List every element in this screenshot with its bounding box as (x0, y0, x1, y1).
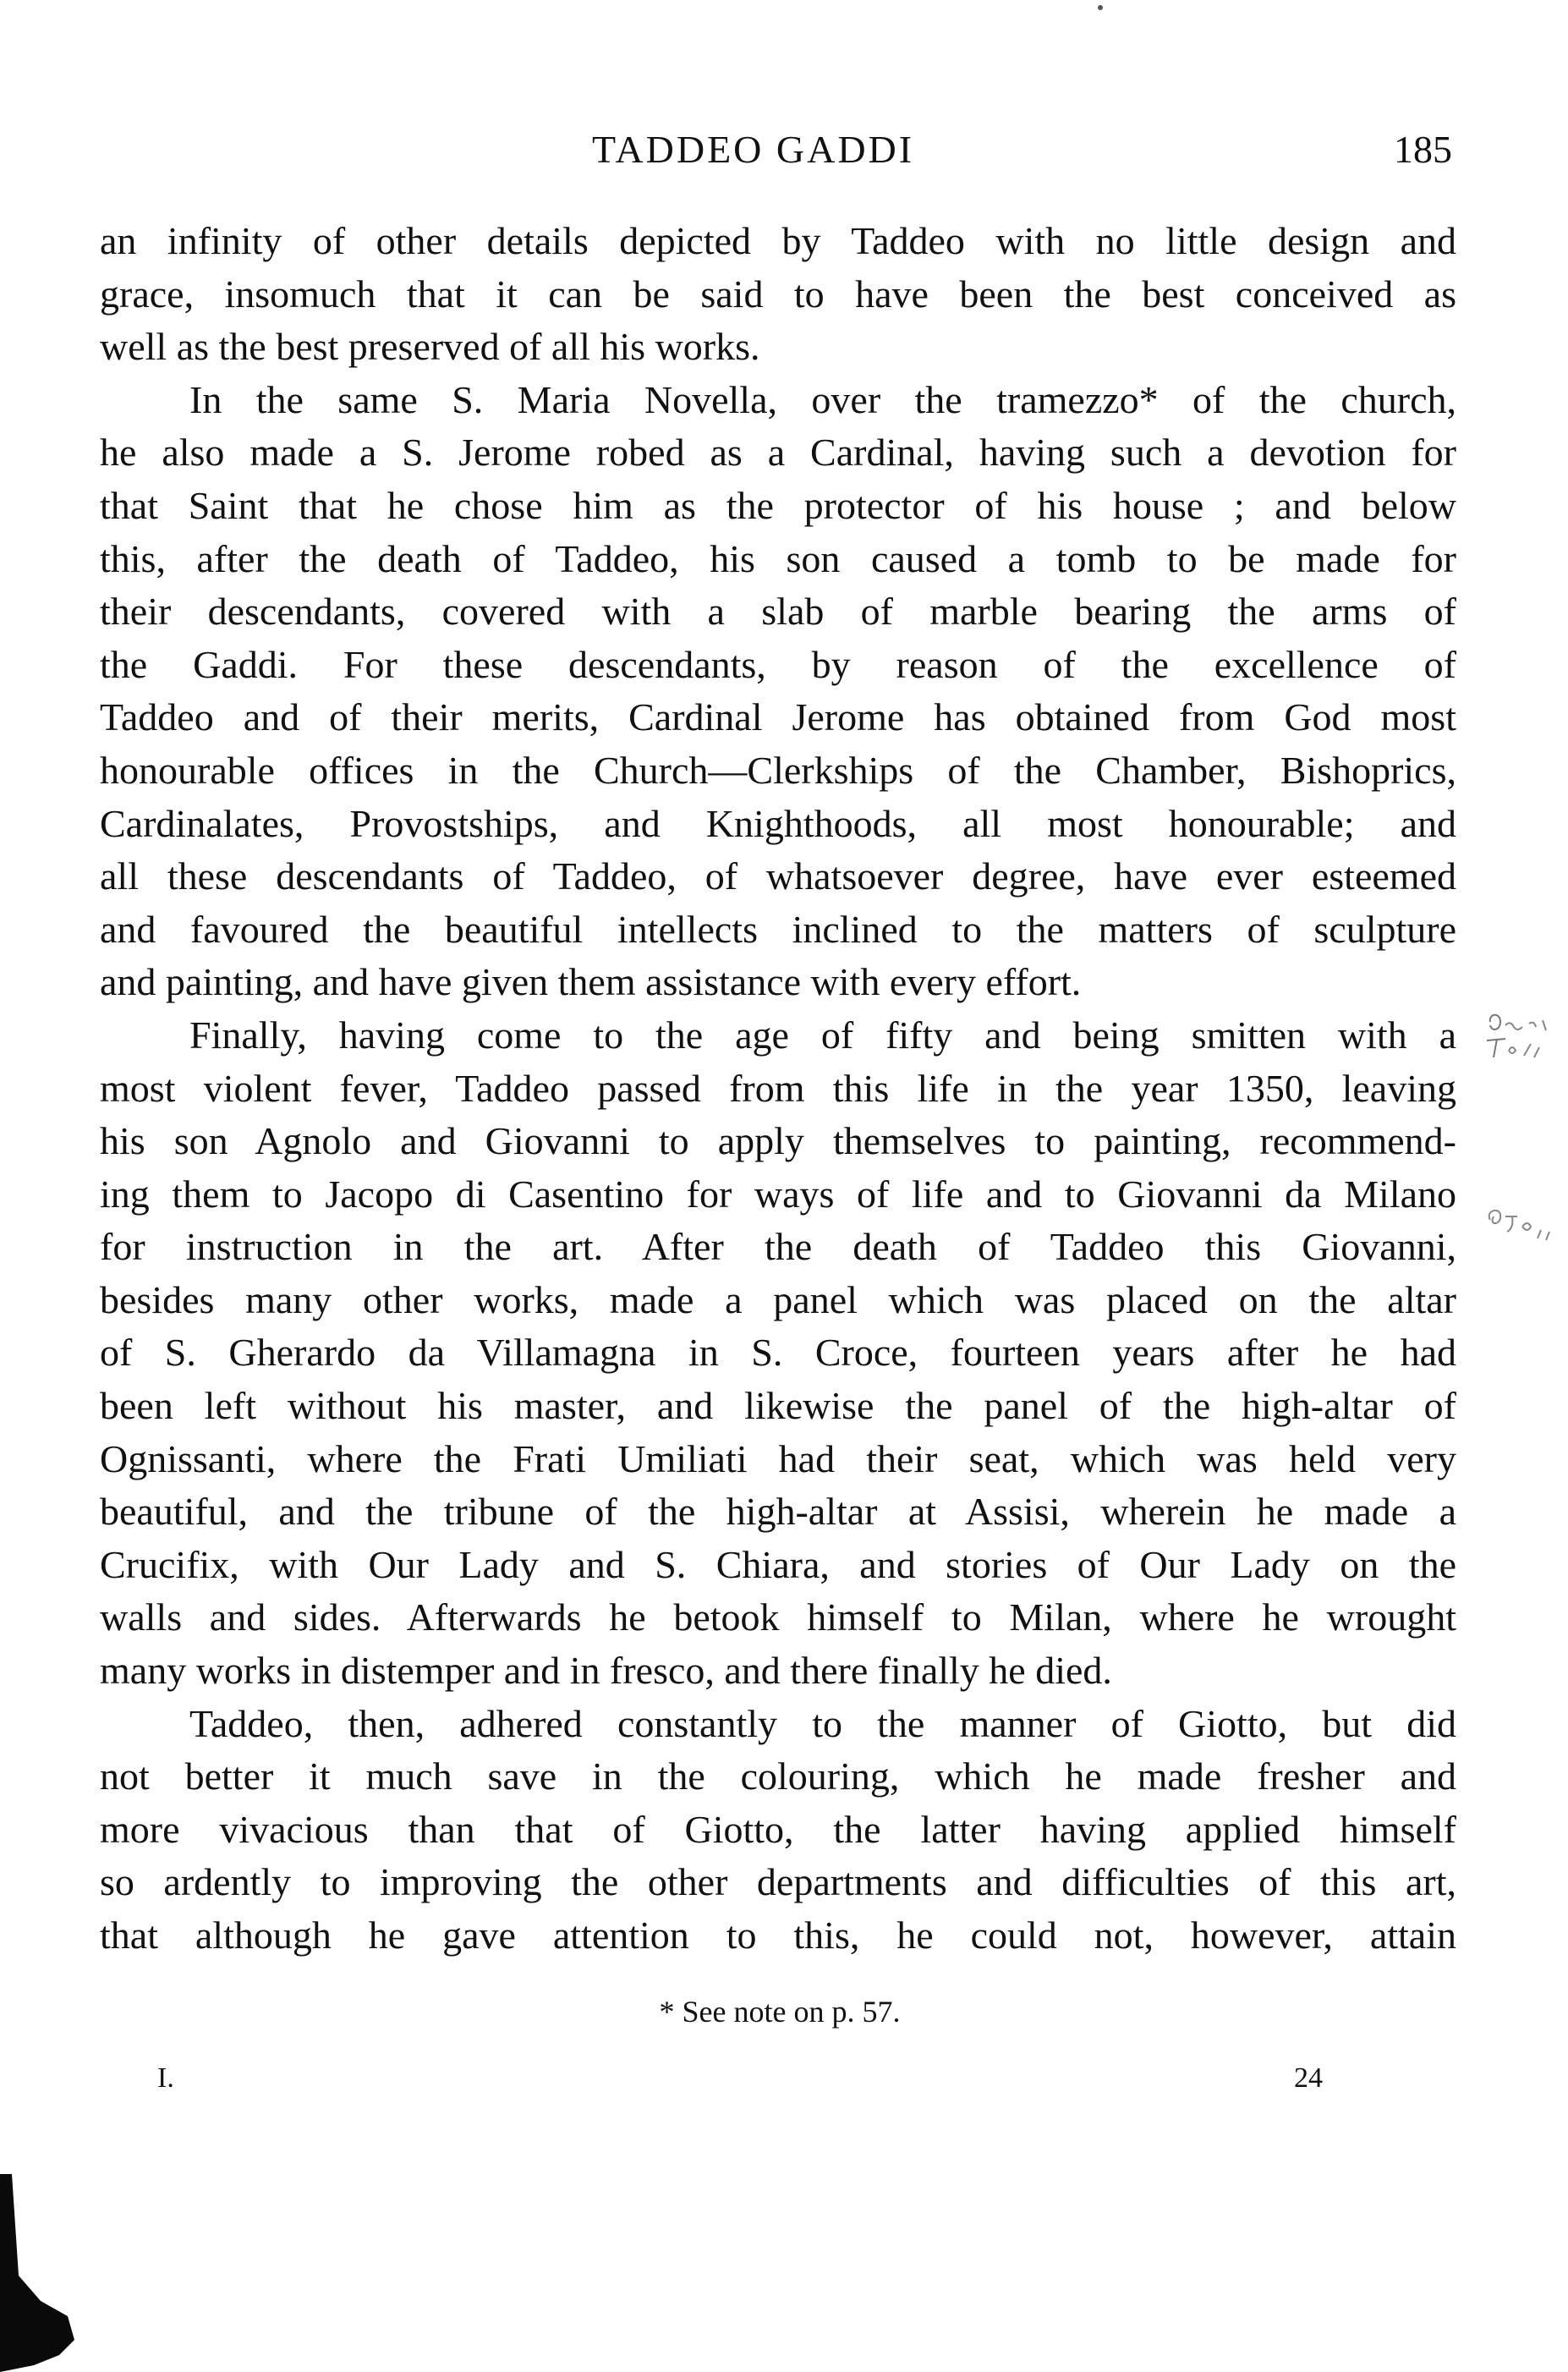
text-line: this, after the death of Taddeo, his son caused a tomb to be made for (100, 536, 1456, 580)
text-line: their descendants, covered with a slab of marble bearing the arms of (100, 590, 1456, 634)
footnote (0, 1994, 1568, 2029)
sheet-number: 24 (1294, 2062, 1323, 2094)
text-line: Ognissanti, where the Frati Umiliati had their seat, which was held very (100, 1436, 1456, 1480)
text-line: his son Agnolo and Giovanni to apply themselves to painting, recommend- (100, 1119, 1456, 1163)
text-line: all these descendants of Taddeo, of whatsoever degree, have ever esteemed (100, 854, 1456, 898)
text-line: he also made a S. Jerome robed as a Cardinal, having such a devotion for (100, 431, 1456, 475)
text-line: more vivacious than that of Giotto, the latter having applied himself (100, 1807, 1456, 1851)
body-text (100, 215, 1456, 1963)
text-line: many works in distemper and in fresco, and there finally he died. (100, 1649, 1112, 1693)
text-line: walls and sides. Afterwards he betook himself to Milan, where he wrought (100, 1595, 1456, 1639)
text-line: and painting, and have given them assistance with every effort. (100, 960, 1082, 1004)
scan-edge-shadow (0, 2174, 93, 2372)
text-line: well as the best preserved of all his works. (100, 325, 760, 369)
footnote-text: * See note on p. 57. (659, 1995, 901, 2029)
pencil-annotation (1482, 1201, 1563, 1260)
running-title: TADDEO GADDI (592, 128, 915, 171)
running-head (0, 127, 1568, 178)
text-line: that although he gave attention to this, he could not, however, attain (100, 1914, 1456, 1957)
text-line: beautiful, and the tribune of the high-altar at Assisi, wherein he made a (100, 1490, 1456, 1534)
text-line: honourable offices in the Church—Clerkships of the Chamber, Bishoprics, (100, 748, 1456, 792)
text-line: Taddeo and of their merits, Cardinal Jerome has obtained from God most (100, 695, 1456, 739)
page-number: 185 (1394, 128, 1452, 171)
text-line: most violent fever, Taddeo passed from this life in the year 1350, leaving (100, 1066, 1456, 1110)
text-line: that Saint that he chose him as the protector of his house ; and below (100, 483, 1456, 527)
text-line: Taddeo, then, adhered constantly to the manner of Giotto, but did (189, 1701, 1456, 1745)
text-line: the Gaddi. For these descendants, by reason of the excellence of (100, 642, 1456, 686)
signature-mark: I. (157, 2062, 174, 2094)
text-line: In the same S. Maria Novella, over the tramezzo* of the church, (189, 377, 1456, 421)
text-line: ing them to Jacopo di Casentino for ways of life and to Giovanni da Milano (100, 1172, 1456, 1216)
text-line: for instruction in the art. After the death of Taddeo this Giovanni, (100, 1225, 1456, 1269)
text-line: Cardinalates, Provostships, and Knighthoods, all most honourable; and (100, 801, 1456, 845)
text-line: grace, insomuch that it can be said to have been the best conceived as (100, 272, 1456, 316)
ink-speck (1098, 5, 1103, 10)
text-line: besides many other works, made a panel which was placed on the altar (100, 1277, 1456, 1321)
text-line: not better it much save in the colouring, which he made fresher and (100, 1754, 1456, 1798)
text-line: been left without his master, and likewise the panel of the high-altar of (100, 1384, 1456, 1428)
text-line: an infinity of other details depicted by Taddeo with no little design and (100, 219, 1456, 262)
text-line: so ardently to improving the other departments and difficulties of this art, (100, 1860, 1456, 1904)
pencil-annotation (1482, 1007, 1563, 1066)
text-line: of S. Gherardo da Villamagna in S. Croce, fourteen years after he had (100, 1331, 1456, 1375)
text-line: and favoured the beautiful intellects inclined to the matters of sculpture (100, 907, 1456, 951)
text-line: Crucifix, with Our Lady and S. Chiara, and stories of Our Lady on the (100, 1542, 1456, 1586)
text-line: Finally, having come to the age of fifty and being smitten with a (189, 1013, 1456, 1057)
